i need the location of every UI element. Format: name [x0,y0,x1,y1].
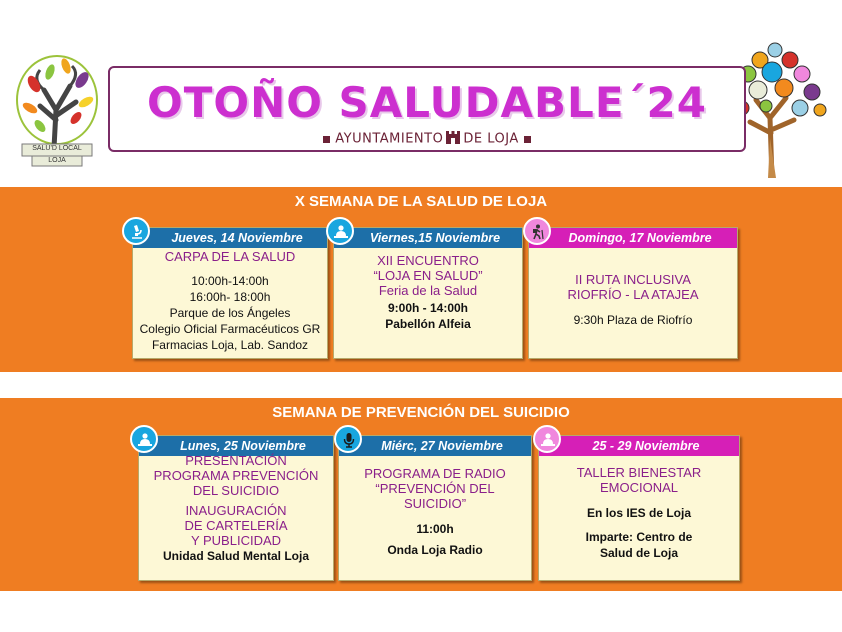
event-card-radio [338,435,532,581]
event-card-ruta [528,227,738,359]
presenter-icon [533,425,561,453]
event-line: Imparte: Centro de [585,530,693,544]
event-line: Salud de Loja [599,546,678,560]
event-date-header: Miérc, 27 Noviembre [339,436,531,456]
event-date-header: Domingo, 17 Noviembre [529,228,737,248]
event-title-line: TALLER BIENESTAR [576,465,702,480]
event-title-line: Y PUBLICIDAD [190,533,282,548]
section-title: X SEMANA DE LA SALUD DE LOJA [294,193,548,210]
event-line: Unidad Salud Mental Loja [162,549,309,563]
microscope-icon [122,217,150,245]
event-line: 11:00h [416,522,454,536]
organization-name [110,130,744,148]
event-title-line: DEL SUICIDIO [192,483,280,498]
event-body [539,465,739,561]
event-line: Farmacias Loja, Lab. Sandoz [151,338,309,352]
event-title-line: “PREVENCIÓN DEL [375,481,495,496]
event-title-line: PROGRAMA DE RADIO [364,466,506,481]
event-line: En los IES de Loja [586,506,692,520]
event-date-header: Jueves, 14 Noviembre [133,228,327,248]
section-suicide-prevention [0,398,842,591]
event-title-line: INAUGURACIÓN [185,503,287,518]
microphone-icon [334,425,362,453]
event-title-line: SUICIDIO” [403,496,467,511]
section-health-week [0,187,842,372]
organization-part-2: DE LOJA [463,131,519,147]
event-line: Colegio Oficial Farmacéuticos GR [139,322,321,336]
event-title-line: “LOJA EN SALUD” [373,268,483,283]
hiker-icon [523,217,551,245]
presenter-icon [326,217,354,245]
title-box [108,66,746,152]
event-line: Parque de los Ángeles [169,306,291,320]
event-line: 16:00h- 18:00h [189,290,271,304]
event-title-line: II RUTA INCLUSIVA [575,272,691,287]
salud-local-logo [14,50,100,170]
event-date-header: Viernes,15 Noviembre [334,228,522,248]
page-title: OTOÑO SALUDABLE´24 [147,78,707,127]
event-body [339,466,531,558]
event-title: CARPA DE LA SALUD [164,249,296,264]
event-card-carpa [132,227,328,359]
event-body [334,253,522,332]
event-title-line: RIOFRÍO - LA ATAJEA [567,287,699,302]
logo-line-1: SALU'D LOCAL [32,145,82,152]
event-line: 9:00h - 14:00h [387,301,469,315]
event-body [139,453,333,564]
organization-part-1: AYUNTAMIENTO [335,131,444,147]
event-date-header: 25 - 29 Noviembre [539,436,739,456]
event-title-line: PROGRAMA PREVENCIÓN [153,468,319,483]
event-line: Pabellón Alfeia [385,317,471,331]
section-title: SEMANA DE PREVENCIÓN DEL SUICIDIO [272,404,570,421]
event-body [133,249,327,353]
event-line: 10:00h-14:00h [191,274,269,288]
square-bullet-icon [323,136,330,143]
event-card-taller [538,435,740,581]
event-title-line: EMOCIONAL [599,480,678,495]
castle-emblem-icon [445,130,461,148]
event-date-header: Lunes, 25 Noviembre [139,436,333,456]
logo-line-2: LOJA [48,157,66,164]
square-bullet-icon [524,136,531,143]
event-card-presentacion [138,435,334,581]
event-title-line: PRESENTACIÓN [185,453,287,468]
event-title-line: DE CARTELERÍA [184,518,288,533]
event-title-line: XII ENCUENTRO [377,253,479,268]
presenter-icon [130,425,158,453]
event-body [529,272,737,328]
event-line: 9:30h Plaza de Riofrío [573,313,693,327]
event-line: Onda Loja Radio [387,543,483,557]
event-card-encuentro [333,227,523,359]
event-title-line: Feria de la Salud [378,283,478,298]
